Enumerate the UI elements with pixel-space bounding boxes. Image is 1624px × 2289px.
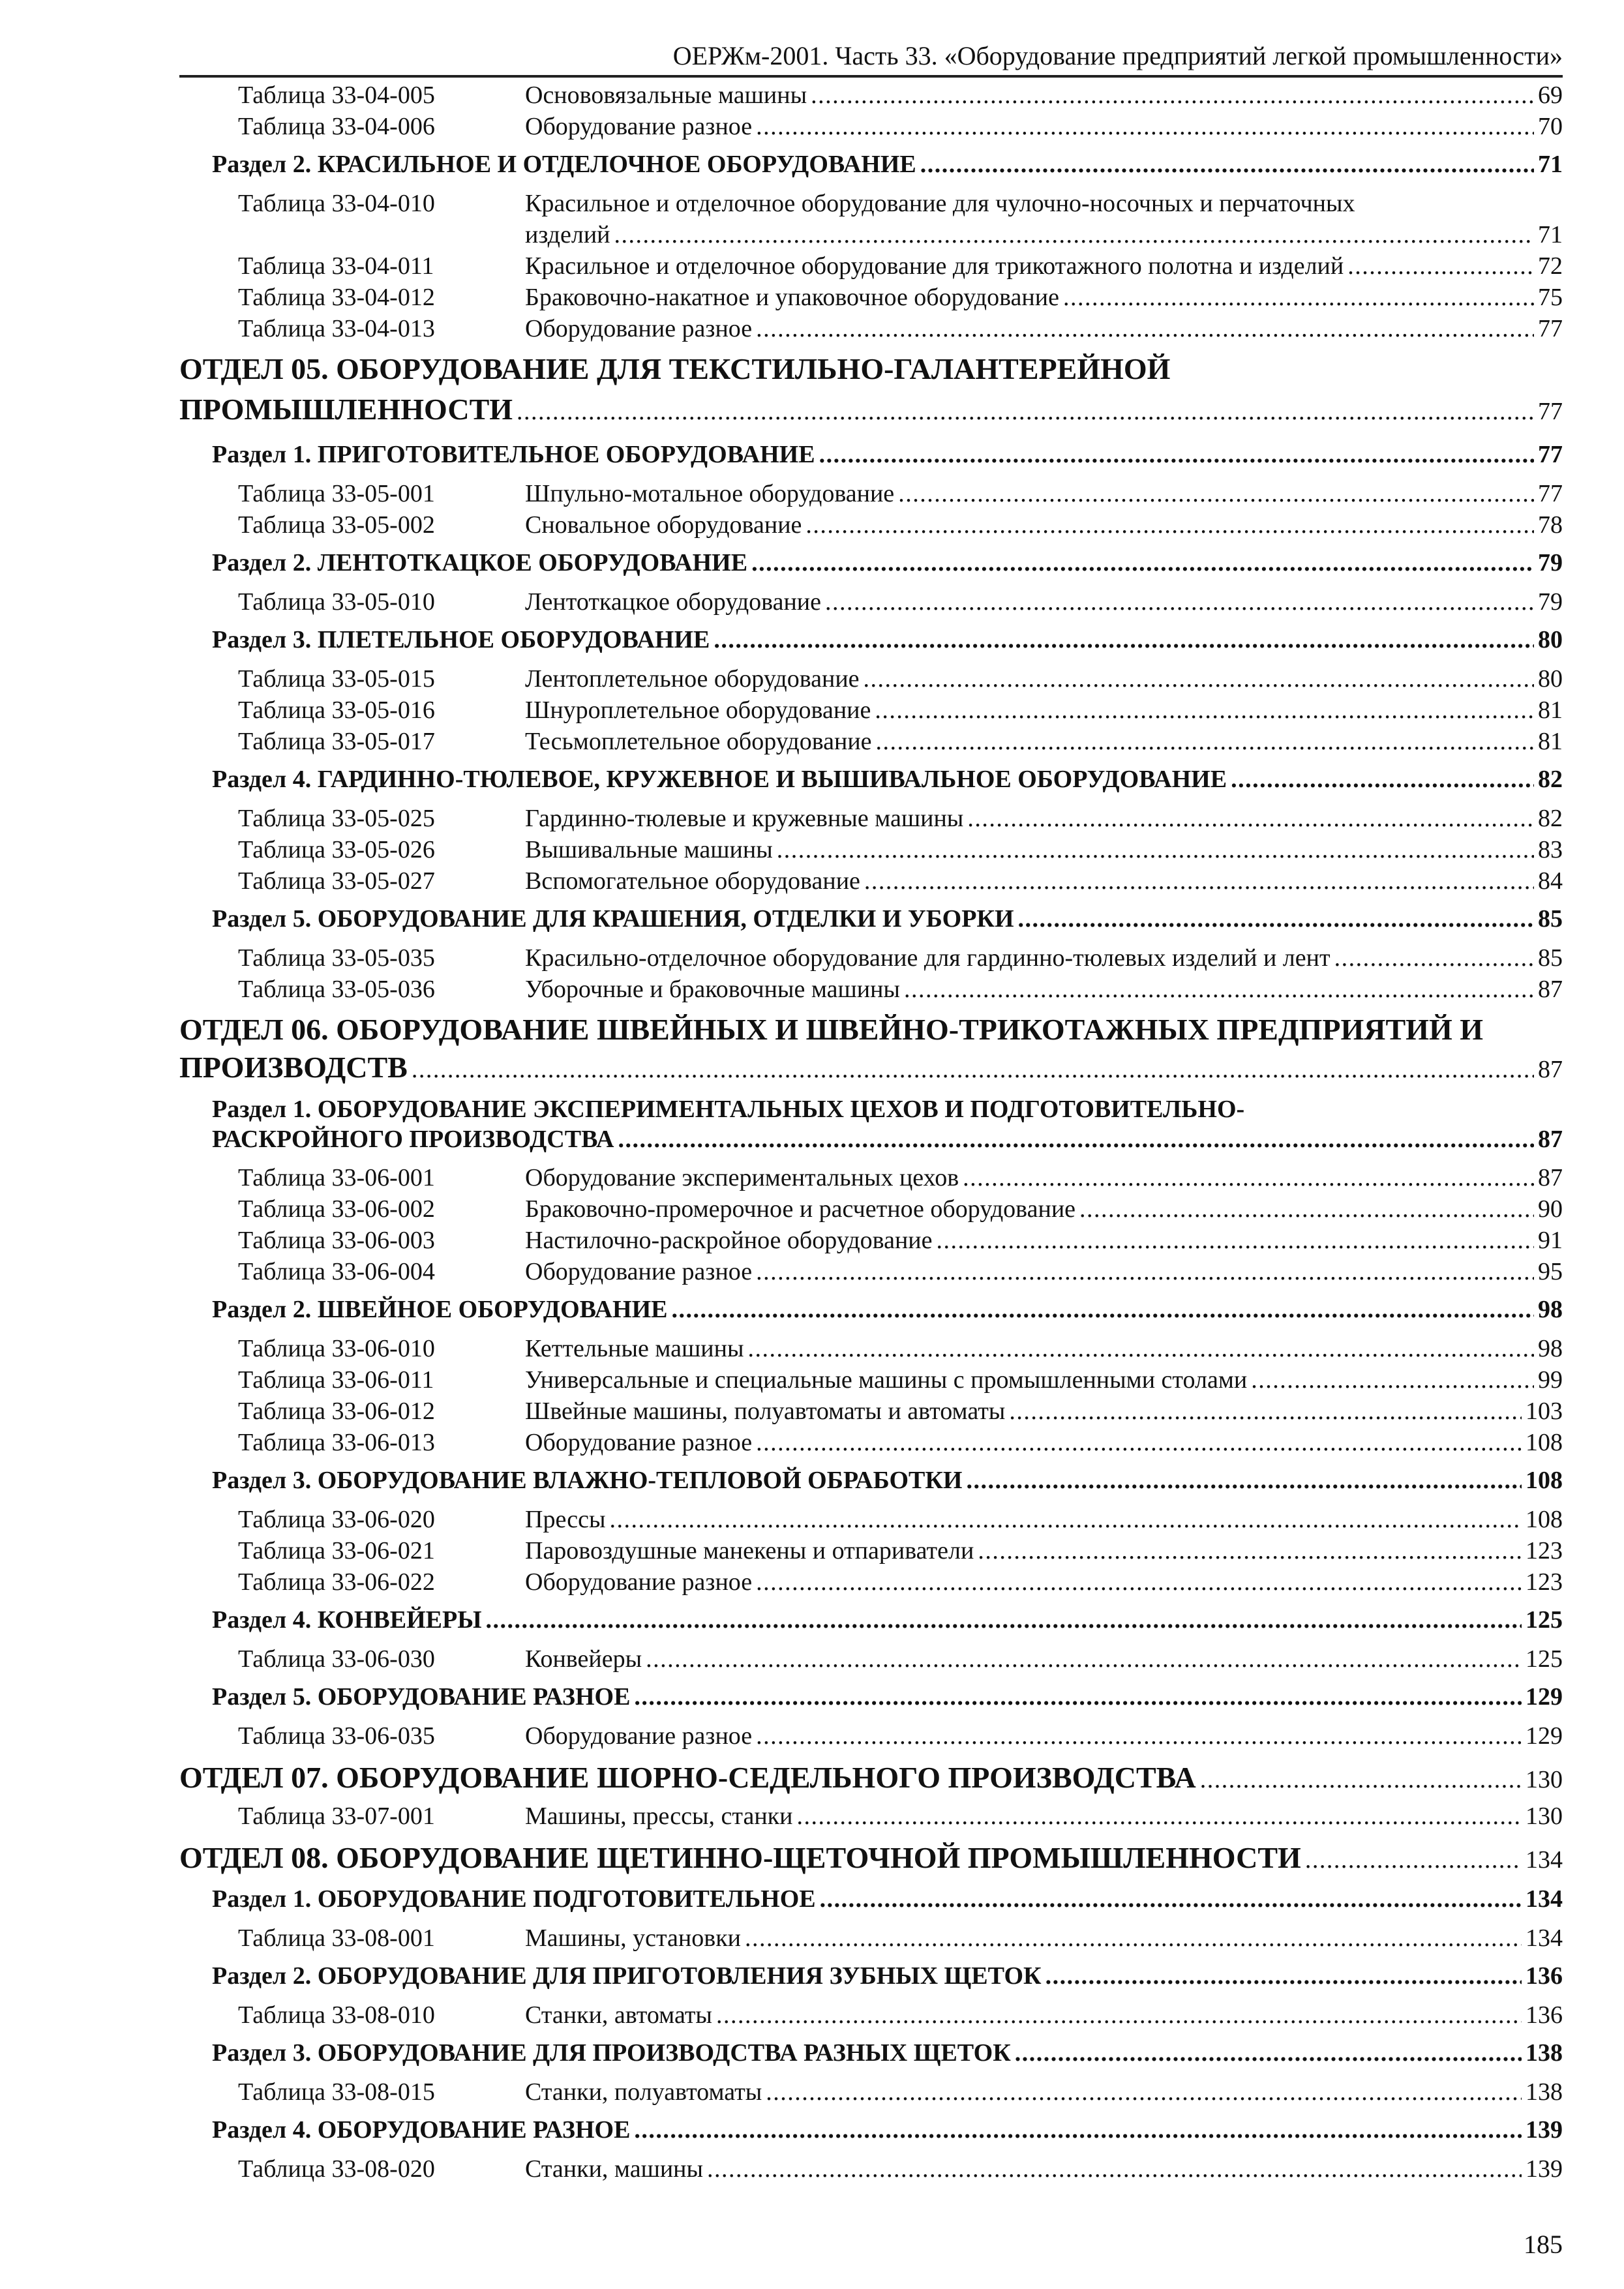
toc-table-entry[interactable] bbox=[179, 974, 1563, 1005]
toc-section-entry[interactable] bbox=[179, 439, 1563, 470]
dot-leader bbox=[820, 1883, 1522, 1915]
department-title-line1: ОТДЕЛ 06. ОБОРУДОВАНИЕ ШВЕЙНЫХ И ШВЕЙНО-ТРИКОТАЖНЫХ ПРЕДПРИЯТИЙ И bbox=[179, 1013, 1484, 1046]
dot-leader bbox=[756, 111, 1534, 142]
dot-leader bbox=[646, 1643, 1522, 1675]
table-code: Таблица 33-06-003 bbox=[238, 1227, 435, 1254]
page-number: 138 bbox=[1526, 2078, 1563, 2106]
table-code: Таблица 33-04-006 bbox=[238, 113, 435, 140]
page-number: 79 bbox=[1538, 549, 1563, 576]
dot-leader bbox=[610, 1504, 1522, 1535]
toc-department-entry[interactable] bbox=[179, 350, 1563, 389]
page-number: 108 bbox=[1526, 1429, 1563, 1456]
page-number: 130 bbox=[1526, 1766, 1563, 1793]
toc-section-entry[interactable] bbox=[179, 1960, 1563, 1992]
page-number: 134 bbox=[1526, 1924, 1563, 1952]
dot-leader bbox=[1063, 282, 1534, 313]
toc-table-entry[interactable] bbox=[179, 2076, 1563, 2108]
toc-table-entry[interactable] bbox=[179, 1193, 1563, 1225]
table-code: Таблица 33-06-012 bbox=[238, 1398, 435, 1425]
table-title: Прессы bbox=[525, 1506, 606, 1533]
table-code: Таблица 33-05-026 bbox=[238, 836, 435, 863]
toc-section-entry[interactable] bbox=[179, 1465, 1563, 1496]
table-title: Лентоткацкое оборудование bbox=[525, 588, 821, 616]
table-title: Красильно-отделочное оборудование для гардинно-тюлевых изделий и лент bbox=[525, 944, 1331, 972]
dot-leader bbox=[1334, 942, 1534, 974]
table-code: Таблица 33-05-002 bbox=[238, 511, 435, 539]
toc-section-entry[interactable] bbox=[179, 547, 1563, 578]
section-title-line1: Раздел 1. ОБОРУДОВАНИЕ ЭКСПЕРИМЕНТАЛЬНЫХ ЦЕХОВ И ПОДГОТОВИТЕЛЬНО- bbox=[212, 1096, 1245, 1123]
table-title: Оборудование экспериментальных цехов bbox=[525, 1164, 959, 1191]
page-number: 129 bbox=[1526, 1683, 1563, 1711]
page-number: 82 bbox=[1538, 766, 1563, 793]
dot-leader bbox=[1018, 903, 1534, 935]
table-code: Таблица 33-06-030 bbox=[238, 1645, 435, 1673]
table-code: Таблица 33-04-013 bbox=[238, 315, 435, 342]
page-number: 123 bbox=[1526, 1568, 1563, 1596]
dot-leader bbox=[875, 695, 1534, 726]
dot-leader bbox=[1347, 250, 1534, 282]
table-code: Таблица 33-04-005 bbox=[238, 82, 435, 109]
table-title: Вспомогательное оборудование bbox=[525, 867, 860, 895]
toc-section-entry[interactable] bbox=[179, 1681, 1563, 1713]
section-title: Раздел 4. ОБОРУДОВАНИЕ РАЗНОЕ bbox=[212, 2116, 631, 2144]
dot-leader bbox=[634, 1681, 1522, 1713]
toc-department-entry-continuation[interactable] bbox=[179, 1049, 1563, 1088]
toc-department-entry[interactable] bbox=[179, 1757, 1563, 1801]
table-code: Таблица 33-06-010 bbox=[238, 1335, 435, 1362]
table-title: Оборудование разное bbox=[525, 315, 753, 342]
toc-table-entry[interactable] bbox=[179, 250, 1563, 282]
department-title-line1: ОТДЕЛ 05. ОБОРУДОВАНИЕ ДЛЯ ТЕКСТИЛЬНО-ГАЛАНТЕРЕЙНОЙ bbox=[179, 352, 1171, 385]
page-number: 125 bbox=[1526, 1606, 1563, 1634]
table-title: Основовязальные машины bbox=[525, 82, 807, 109]
toc-table-entry[interactable] bbox=[179, 803, 1563, 834]
dot-leader bbox=[412, 1051, 1534, 1088]
dot-leader bbox=[920, 149, 1534, 180]
dot-leader bbox=[517, 391, 1534, 432]
page-number: 81 bbox=[1538, 696, 1563, 724]
toc-section-entry[interactable] bbox=[179, 1604, 1563, 1636]
section-title: Раздел 3. ОБОРУДОВАНИЕ ВЛАЖНО-ТЕПЛОВОЙ ОБРАБОТКИ bbox=[212, 1467, 963, 1494]
toc-section-entry[interactable] bbox=[179, 624, 1563, 655]
dot-leader bbox=[714, 624, 1534, 655]
toc-table-entry[interactable] bbox=[179, 1643, 1563, 1675]
table-code: Таблица 33-08-015 bbox=[238, 2078, 435, 2106]
dot-leader bbox=[1079, 1193, 1534, 1225]
section-title: Раздел 3. ПЛЕТЕЛЬНОЕ ОБОРУДОВАНИЕ bbox=[212, 626, 710, 653]
table-code: Таблица 33-05-035 bbox=[238, 944, 435, 972]
table-title: Шнуроплетельное оборудование bbox=[525, 696, 871, 724]
header-rule bbox=[179, 75, 1563, 78]
table-code: Таблица 33-05-001 bbox=[238, 480, 435, 507]
table-title: Конвейеры bbox=[525, 1645, 642, 1673]
running-header: ОЕРЖм-2001. Часть 33. «Оборудование предприятий легкой промышленности» bbox=[672, 41, 1563, 70]
page-number: 138 bbox=[1526, 2039, 1563, 2067]
toc-table-entry[interactable] bbox=[179, 1535, 1563, 1566]
table-title: Браковочно-промерочное и расчетное оборудование bbox=[525, 1195, 1076, 1223]
page-number: 136 bbox=[1526, 1962, 1563, 1990]
dot-leader bbox=[805, 509, 1534, 541]
table-title: Паровоздушные манекены и отпариватели bbox=[525, 1537, 974, 1564]
table-title: Станки, полуавтоматы bbox=[525, 2078, 762, 2106]
dot-leader bbox=[777, 834, 1534, 865]
table-code: Таблица 33-06-004 bbox=[238, 1258, 435, 1285]
section-title: Раздел 2. ОБОРУДОВАНИЕ ДЛЯ ПРИГОТОВЛЕНИЯ ЗУБНЫХ ЩЕТОК bbox=[212, 1962, 1042, 1990]
dot-leader bbox=[864, 865, 1534, 897]
toc-section-entry-continuation[interactable] bbox=[179, 1124, 1563, 1154]
table-title: Машины, установки bbox=[525, 1924, 741, 1952]
page-number: 82 bbox=[1538, 805, 1563, 832]
page-number: 77 bbox=[1538, 480, 1563, 507]
page-number: 83 bbox=[1538, 836, 1563, 863]
toc-table-entry[interactable] bbox=[179, 663, 1563, 695]
page-number: 87 bbox=[1538, 1126, 1563, 1153]
table-code: Таблица 33-05-036 bbox=[238, 976, 435, 1003]
page-number: 87 bbox=[1538, 976, 1563, 1003]
dot-leader bbox=[876, 726, 1534, 757]
table-code: Таблица 33-06-022 bbox=[238, 1568, 435, 1596]
page-number: 70 bbox=[1538, 113, 1563, 140]
toc-section-entry[interactable] bbox=[179, 2037, 1563, 2069]
dot-leader bbox=[811, 80, 1534, 111]
table-code: Таблица 33-06-021 bbox=[238, 1537, 435, 1564]
toc-table-entry[interactable] bbox=[179, 313, 1563, 344]
toc-table-entry[interactable] bbox=[179, 509, 1563, 541]
toc-table-entry[interactable] bbox=[179, 80, 1563, 111]
page-number: 85 bbox=[1538, 905, 1563, 933]
section-title: Раздел 2. ШВЕЙНОЕ ОБОРУДОВАНИЕ bbox=[212, 1296, 668, 1323]
page-number: 129 bbox=[1526, 1722, 1563, 1750]
toc-table-entry[interactable] bbox=[179, 188, 1563, 219]
page-number: 98 bbox=[1538, 1296, 1563, 1323]
toc-table-entry[interactable] bbox=[179, 695, 1563, 726]
section-title: Раздел 1. ОБОРУДОВАНИЕ ПОДГОТОВИТЕЛЬНОЕ bbox=[212, 1885, 816, 1913]
toc-section-entry[interactable] bbox=[179, 764, 1563, 795]
toc-table-entry[interactable] bbox=[179, 586, 1563, 618]
page-number: 80 bbox=[1538, 626, 1563, 653]
table-code: Таблица 33-06-001 bbox=[238, 1164, 435, 1191]
page-number: 87 bbox=[1538, 1164, 1563, 1191]
toc-table-entry[interactable] bbox=[179, 865, 1563, 897]
page-number: 103 bbox=[1526, 1398, 1563, 1425]
dot-leader bbox=[756, 1427, 1522, 1458]
table-code: Таблица 33-04-011 bbox=[238, 252, 434, 280]
dot-leader bbox=[904, 974, 1534, 1005]
toc-section-entry[interactable] bbox=[179, 1294, 1563, 1325]
page-number: 139 bbox=[1526, 2116, 1563, 2144]
toc-department-entry-continuation[interactable] bbox=[179, 389, 1563, 432]
page-number: 85 bbox=[1538, 944, 1563, 972]
dot-leader bbox=[1251, 1364, 1534, 1396]
table-code: Таблица 33-04-010 bbox=[238, 190, 435, 217]
table-code: Таблица 33-06-035 bbox=[238, 1722, 435, 1750]
page-number: 134 bbox=[1526, 1885, 1563, 1913]
table-code: Таблица 33-05-017 bbox=[238, 728, 435, 755]
page-number: 91 bbox=[1538, 1227, 1563, 1254]
page-number: 81 bbox=[1538, 728, 1563, 755]
dot-leader bbox=[756, 1566, 1522, 1598]
page-number: 84 bbox=[1538, 867, 1563, 895]
dot-leader bbox=[634, 2114, 1522, 2146]
toc-table-entry[interactable] bbox=[179, 1801, 1563, 1832]
section-title: Раздел 2. ЛЕНТОТКАЦКОЕ ОБОРУДОВАНИЕ bbox=[212, 549, 748, 576]
table-code: Таблица 33-07-001 bbox=[238, 1803, 435, 1830]
toc-table-entry[interactable] bbox=[179, 1720, 1563, 1752]
table-title: Тесьмоплетельное оборудование bbox=[525, 728, 872, 755]
toc-table-entry[interactable] bbox=[179, 1922, 1563, 1954]
table-title: Кеттельные машины bbox=[525, 1335, 744, 1362]
toc-department-entry[interactable] bbox=[179, 1837, 1563, 1881]
table-code: Таблица 33-06-013 bbox=[238, 1429, 435, 1456]
dot-leader bbox=[614, 219, 1535, 250]
table-title: Оборудование разное bbox=[525, 1722, 753, 1750]
toc-table-entry[interactable] bbox=[179, 478, 1563, 509]
table-title: Универсальные и специальные машины с промышленными столами bbox=[525, 1366, 1248, 1394]
dot-leader bbox=[756, 1256, 1534, 1287]
toc-table-entry[interactable] bbox=[179, 1504, 1563, 1535]
dot-leader bbox=[963, 1162, 1534, 1193]
toc-table-entry[interactable] bbox=[179, 942, 1563, 974]
table-title: Оборудование разное bbox=[525, 1429, 753, 1456]
table-code: Таблица 33-05-027 bbox=[238, 867, 435, 895]
page-number: 136 bbox=[1526, 2001, 1563, 2029]
dot-leader bbox=[825, 586, 1534, 618]
toc-table-entry[interactable] bbox=[179, 111, 1563, 142]
page-number: 98 bbox=[1538, 1335, 1563, 1362]
toc-table-entry[interactable] bbox=[179, 726, 1563, 757]
page-number: 77 bbox=[1538, 315, 1563, 342]
page-number: 87 bbox=[1538, 1056, 1563, 1083]
table-code: Таблица 33-08-020 bbox=[238, 2155, 435, 2183]
toc-section-entry[interactable] bbox=[179, 149, 1563, 180]
footer-page-number: 185 bbox=[1524, 2230, 1563, 2259]
toc-table-entry[interactable] bbox=[179, 834, 1563, 865]
section-title: Раздел 4. КОНВЕЙЕРЫ bbox=[212, 1606, 482, 1634]
section-title: Раздел 1. ПРИГОТОВИТЕЛЬНОЕ ОБОРУДОВАНИЕ bbox=[212, 441, 815, 468]
dot-leader bbox=[745, 1922, 1522, 1954]
table-code: Таблица 33-08-010 bbox=[238, 2001, 435, 2029]
table-title: Красильное и отделочное оборудование для трикотажного полотна и изделий bbox=[525, 252, 1344, 280]
page-number: 139 bbox=[1526, 2155, 1563, 2183]
section-title: Раздел 5. ОБОРУДОВАНИЕ ДЛЯ КРАШЕНИЯ, ОТДЕЛКИ И УБОРКИ bbox=[212, 905, 1014, 933]
table-title: Оборудование разное bbox=[525, 1258, 753, 1285]
table-title: Уборочные и браковочные машины bbox=[525, 976, 900, 1003]
page-number: 77 bbox=[1538, 398, 1563, 425]
table-title: Настилочно-раскройное оборудование bbox=[525, 1227, 933, 1254]
dot-leader bbox=[864, 663, 1534, 695]
page-number: 80 bbox=[1538, 665, 1563, 693]
page-number: 123 bbox=[1526, 1537, 1563, 1564]
toc-table-entry[interactable] bbox=[179, 1225, 1563, 1256]
toc-table-entry[interactable] bbox=[179, 1162, 1563, 1193]
dot-leader bbox=[796, 1801, 1522, 1832]
dot-leader bbox=[707, 2153, 1522, 2185]
page-number: 95 bbox=[1538, 1258, 1563, 1285]
dot-leader bbox=[672, 1294, 1535, 1325]
dot-leader bbox=[937, 1225, 1534, 1256]
toc-table-entry[interactable] bbox=[179, 282, 1563, 313]
toc-table-entry-continuation[interactable] bbox=[179, 219, 1563, 250]
table-code: Таблица 33-04-012 bbox=[238, 284, 435, 311]
dot-leader bbox=[967, 803, 1534, 834]
table-title: Браковочно-накатное и упаковочное оборудование bbox=[525, 284, 1059, 311]
dot-leader bbox=[756, 1720, 1522, 1752]
page-number: 130 bbox=[1526, 1803, 1563, 1830]
section-title: Раздел 3. ОБОРУДОВАНИЕ ДЛЯ ПРОИЗВОДСТВА РАЗНЫХ ЩЕТОК bbox=[212, 2039, 1011, 2067]
toc-section-entry[interactable] bbox=[179, 1883, 1563, 1915]
page-number: 69 bbox=[1538, 82, 1563, 109]
table-title: Швейные машины, полуавтоматы и автоматы bbox=[525, 1398, 1006, 1425]
page-number: 72 bbox=[1538, 252, 1563, 280]
page-number: 77 bbox=[1538, 441, 1563, 468]
toc-table-entry[interactable] bbox=[179, 1396, 1563, 1427]
department-title-line2: ПРОМЫШЛЕННОСТИ bbox=[179, 393, 513, 426]
toc-section-entry[interactable] bbox=[179, 2114, 1563, 2146]
table-title-line2: изделий bbox=[525, 221, 610, 248]
page-number: 79 bbox=[1538, 588, 1563, 616]
toc-section-entry[interactable] bbox=[179, 1094, 1563, 1124]
department-title: ОТДЕЛ 07. ОБОРУДОВАНИЕ ШОРНО-СЕДЕЛЬНОГО ПРОИЗВОДСТВА bbox=[179, 1761, 1196, 1794]
dot-leader bbox=[618, 1124, 1534, 1154]
table-title: Шпульно-мотальное оборудование bbox=[525, 480, 895, 507]
table-title: Сновальное оборудование bbox=[525, 511, 802, 539]
department-title-line2: ПРОИЗВОДСТВ bbox=[179, 1051, 408, 1084]
dot-leader bbox=[1200, 1759, 1522, 1801]
page-number: 108 bbox=[1526, 1467, 1563, 1494]
toc-section-entry[interactable] bbox=[179, 903, 1563, 935]
toc-table-entry[interactable] bbox=[179, 1999, 1563, 2031]
page-number: 78 bbox=[1538, 511, 1563, 539]
page-number: 71 bbox=[1538, 221, 1563, 248]
table-title: Машины, прессы, станки bbox=[525, 1803, 793, 1830]
toc-department-entry[interactable] bbox=[179, 1010, 1563, 1049]
table-code: Таблица 33-05-016 bbox=[238, 696, 435, 724]
dot-leader bbox=[1015, 2037, 1522, 2069]
table-title: Станки, машины bbox=[525, 2155, 704, 2183]
toc-table-entry[interactable] bbox=[179, 1333, 1563, 1364]
table-title: Оборудование разное bbox=[525, 1568, 753, 1596]
table-title: Лентоплетельное оборудование bbox=[525, 665, 860, 693]
table-code: Таблица 33-05-010 bbox=[238, 588, 435, 616]
toc-table-entry[interactable] bbox=[179, 1427, 1563, 1458]
dot-leader bbox=[486, 1604, 1522, 1636]
page-number: 75 bbox=[1538, 284, 1563, 311]
dot-leader bbox=[1231, 764, 1534, 795]
table-code: Таблица 33-05-025 bbox=[238, 805, 435, 832]
dot-leader bbox=[751, 547, 1534, 578]
toc-table-entry[interactable] bbox=[179, 1256, 1563, 1287]
table-code: Таблица 33-06-020 bbox=[238, 1506, 435, 1533]
page-number: 71 bbox=[1538, 151, 1563, 178]
dot-leader bbox=[1045, 1960, 1522, 1992]
table-title: Станки, автоматы bbox=[525, 2001, 712, 2029]
table-title: Гардинно-тюлевые и кружевные машины bbox=[525, 805, 964, 832]
dot-leader bbox=[766, 2076, 1522, 2108]
dot-leader bbox=[716, 1999, 1522, 2031]
section-title: Раздел 4. ГАРДИННО-ТЮЛЕВОЕ, КРУЖЕВНОЕ И ВЫШИВАЛЬНОЕ ОБОРУДОВАНИЕ bbox=[212, 766, 1227, 793]
table-title-line1: Красильное и отделочное оборудование для чулочно-носочных и перчаточных bbox=[525, 190, 1355, 217]
dot-leader bbox=[1009, 1396, 1522, 1427]
section-title: Раздел 5. ОБОРУДОВАНИЕ РАЗНОЕ bbox=[212, 1683, 631, 1711]
dot-leader bbox=[748, 1333, 1535, 1364]
page-number: 90 bbox=[1538, 1195, 1563, 1223]
toc-table-entry[interactable] bbox=[179, 1566, 1563, 1598]
toc-table-entry[interactable] bbox=[179, 2153, 1563, 2185]
dot-leader bbox=[1305, 1839, 1522, 1881]
table-code: Таблица 33-05-015 bbox=[238, 665, 435, 693]
table-code: Таблица 33-06-002 bbox=[238, 1195, 435, 1223]
page-number: 108 bbox=[1526, 1506, 1563, 1533]
dot-leader bbox=[756, 313, 1534, 344]
toc-table-entry[interactable] bbox=[179, 1364, 1563, 1396]
table-code: Таблица 33-06-011 bbox=[238, 1366, 434, 1394]
page-number: 134 bbox=[1526, 1846, 1563, 1874]
section-title-line2: РАСКРОЙНОГО ПРОИЗВОДСТВА bbox=[212, 1126, 614, 1153]
dot-leader bbox=[898, 478, 1534, 509]
dot-leader bbox=[819, 439, 1534, 470]
table-title: Вышивальные машины bbox=[525, 836, 773, 863]
table-title: Оборудование разное bbox=[525, 113, 753, 140]
page-number: 99 bbox=[1538, 1366, 1563, 1394]
section-title: Раздел 2. КРАСИЛЬНОЕ И ОТДЕЛОЧНОЕ ОБОРУДОВАНИЕ bbox=[212, 151, 916, 178]
dot-leader bbox=[978, 1535, 1522, 1566]
table-code: Таблица 33-08-001 bbox=[238, 1924, 435, 1952]
table-of-contents bbox=[179, 80, 1563, 2185]
department-title: ОТДЕЛ 08. ОБОРУДОВАНИЕ ЩЕТИННО-ЩЕТОЧНОЙ ПРОМЫШЛЕННОСТИ bbox=[179, 1841, 1301, 1874]
dot-leader bbox=[966, 1465, 1522, 1496]
page-number: 125 bbox=[1526, 1645, 1563, 1673]
